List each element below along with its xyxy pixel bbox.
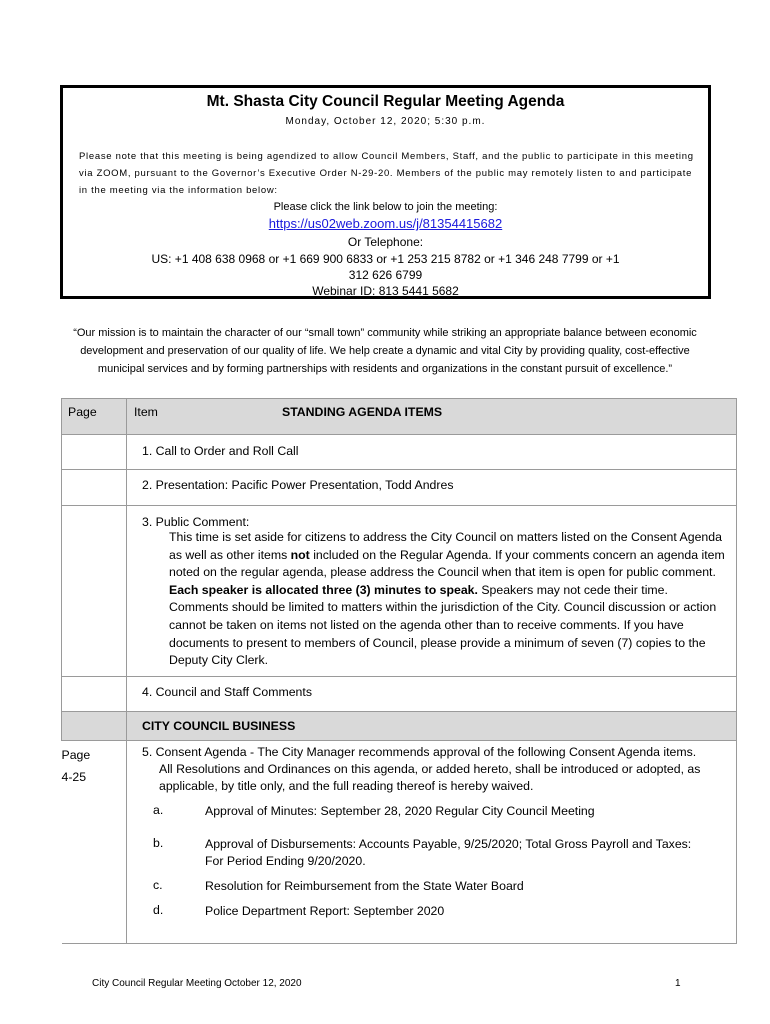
public-comment-description: This time is set aside for citizens to address the City Council on matters listed on the Consent Agenda as well as other items not included on the Regular Agenda. If your comments concern an agenda item noted on the regular agenda, please address the Council when that item is open for public comment. Each speaker is allocated three (3) minutes to speak. Speakers may not cede their time. Comments should be limited to matters within the jurisdiction of the City. Council discussion or action cannot be taken on items not listed on the agenda other than to receive comments. If you have documents to present to members of Council, please provide a minimum of seven (7) copies to the Deputy City Clerk. — [169, 530, 725, 668]
table-header-row — [62, 399, 737, 435]
agenda-table — [61, 398, 737, 944]
meeting-date: Monday, October 12, 2020; 5:30 p.m. — [285, 116, 486, 127]
webinar-id: Webinar ID: 813 5441 5682 — [312, 284, 459, 298]
phone-numbers-line2: 312 626 6799 — [348, 268, 423, 282]
agenda-item-consent-agenda: 5. Consent Agenda - The City Manager recommends approval of the following Consent Agenda items. — [142, 745, 697, 759]
business-section-row — [62, 712, 737, 741]
consent-agenda-description: All Resolutions and Ordinances on this agenda, or added hereto, shall be introduced or adopted, as applicable, by title only, and the full reading thereof is hereby waived. — [159, 762, 701, 793]
zoom-notice: Please note that this meeting is being agendized to allow Council Members, Staff, and the public to participate in this meeting via ZOOM, pursuant to the Governor’s Executive Order N-29-20. Members of the public may remotely listen to and participate in the meeting via the information below: — [79, 151, 694, 196]
telephone-label: Or Telephone: — [347, 235, 424, 249]
page-column-header: Page — [68, 405, 97, 419]
agenda-row-5 — [62, 741, 737, 944]
list-item: d. Police Department Report: September 2020 — [153, 903, 445, 918]
agenda-row-3 — [62, 506, 737, 677]
standing-items-heading: STANDING AGENDA ITEMS — [282, 405, 443, 419]
agenda-row-4 — [62, 677, 737, 712]
agenda-item-public-comment: 3. Public Comment: — [142, 515, 250, 529]
phone-numbers-line1: US: +1 408 638 0968 or +1 669 900 6833 or +1 253 215 8782 or +1 346 248 7799 or +1 — [151, 252, 620, 266]
meeting-info-box — [60, 85, 711, 299]
list-item: c. Resolution for Reimbursement from the State Water Board — [153, 878, 524, 893]
page-number: 1 — [675, 978, 681, 989]
agenda-row-1 — [62, 435, 737, 470]
agenda-item-council-comments: 4. Council and Staff Comments — [142, 685, 312, 699]
city-council-business-heading: CITY COUNCIL BUSINESS — [142, 719, 296, 733]
click-instruction: Please click the link below to join the meeting: — [273, 201, 498, 213]
zoom-link[interactable]: https://us02web.zoom.us/j/81354415682 — [268, 216, 503, 231]
agenda-title: Mt. Shasta City Council Regular Meeting Agenda — [206, 93, 565, 110]
agenda-row-2 — [62, 470, 737, 506]
agenda-item-call-to-order: 1. Call to Order and Roll Call — [142, 444, 299, 458]
page-footer: City Council Regular Meeting October 12, 2020 — [92, 978, 302, 989]
item5-page-label: Page — [61, 748, 91, 762]
item-column-header: Item — [134, 405, 158, 419]
list-item: a. Approval of Minutes: September 28, 2020 Regular City Council Meeting — [153, 803, 595, 818]
mission-statement: “Our mission is to maintain the character of our “small town” community while striking an appropriate balance between economic development and preservation of our quality of life. We help create a dynamic and vital City by providing quality, cost-effective municipal services and by forming partnerships with residents and organizations in the constant pursuit of excellence.” — [73, 327, 697, 375]
list-item: b. Approval of Disbursements: Accounts Payable, 9/25/2020; Total Gross Payroll and Taxes: For Period Ending 9/20/2020. — [153, 836, 692, 868]
item5-page-range: 4-25 — [61, 770, 87, 784]
agenda-item-presentation: 2. Presentation: Pacific Power Presentation, Todd Andres — [142, 478, 454, 492]
